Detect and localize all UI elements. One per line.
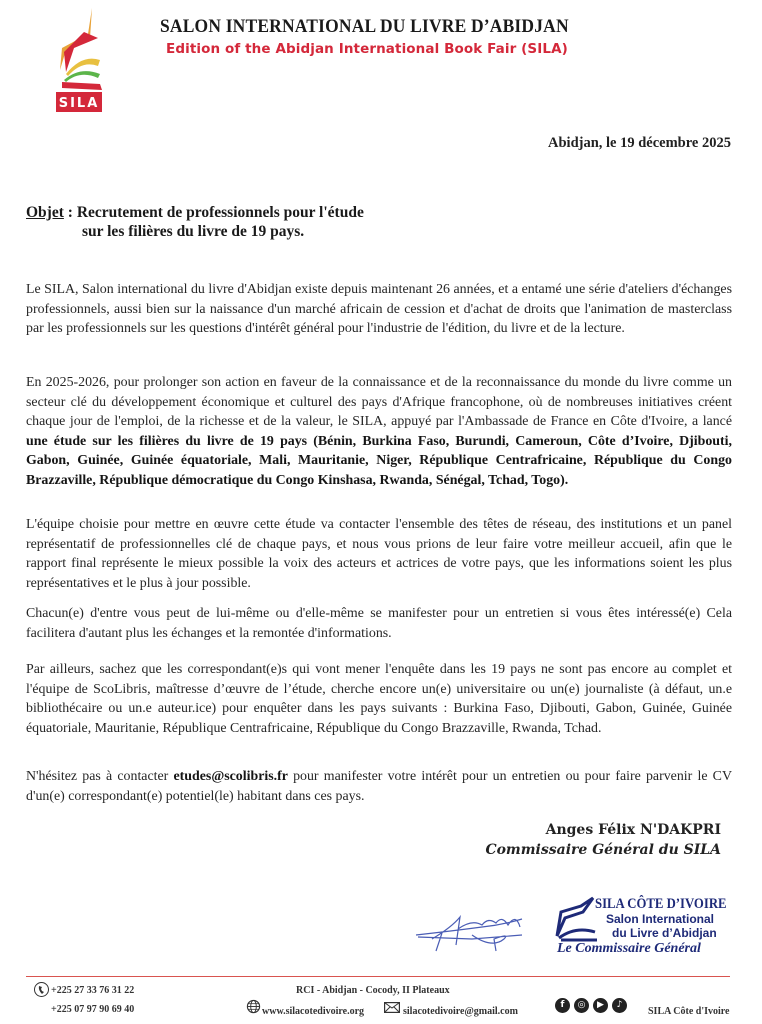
- date-line: Abidjan, le 19 décembre 2025: [548, 135, 731, 151]
- paragraph-contact-text-end: pour manifester votre intérêt pour un entretien ou pour faire parvenir le CV d'un(e) correspondant(e) potentiel(le) habitant dans ces pays.: [26, 769, 732, 804]
- youtube-icon[interactable]: ▶: [593, 998, 608, 1013]
- header-title: SALON INTERNATIONAL DU LIVRE D’ABIDJAN: [160, 16, 569, 37]
- handwritten-signature: [412, 905, 532, 960]
- paragraph-contact-text: N'hésitez pas à contacter: [26, 769, 174, 784]
- paragraph-intro: Le SILA, Salon international du livre d'Abidjan existe depuis maintenant 26 années, et a entamé une série d'ateliers d'échanges professionnels, aussi bien sur la naissance d'un marché africain de cession et d'achat de droits que l'animation de masterclass par les professionnels sur les questions d'intérêt général pour l'industrie de l'édition, du livre et de la lecture.: [26, 282, 732, 336]
- footer-phone-1[interactable]: +225 27 33 76 31 22: [51, 985, 135, 996]
- sila-logo: [52, 4, 102, 114]
- header-subtitle: Edition of the Abidjan International Book Fair (SILA): [166, 41, 568, 57]
- paragraph-team: L'équipe choisie pour mettre en œuvre cette étude va contacter l'ensemble des têtes de réseau, des institutions et un panel représentatif de professionnelles clé de chaque pays, et nous vous prions de leur faire votre meilleur accueil, afin que le rapport final représente le mieux possible la voix des acteurs et actrices de votre pays, que les informations soient les plus représentatives et le plus à jour possible.: [26, 517, 732, 591]
- footer-website-link[interactable]: www.silacotedivoire.org: [262, 1006, 365, 1017]
- mail-icon: [384, 1002, 400, 1013]
- paragraph-correspondents: Par ailleurs, sachez que les correspondant(e)s qui vont mener l'enquête dans les 19 pays ne sont pas encore au complet et l'équipe de ScoLibris, maîtresse d’œuvre de l’étude, cherche encore un(e) universitaire ou un(e) journaliste (à défaut, un.e bibliothécaire ou un.e auteur.ice) pour enquêter dans les pays suivants : Burkina Faso, Djibouti, Gabon, Guinée, Guinée équatoriale, Mauritanie, République Centrafricaine, République du Congo Brazzaville, Rwanda, Tchad.: [26, 662, 732, 736]
- globe-icon: [246, 999, 261, 1014]
- contact-email-link[interactable]: etudes@scolibris.fr: [173, 769, 288, 784]
- facebook-icon[interactable]: f: [555, 998, 570, 1013]
- subject-label: Objet: [26, 204, 64, 221]
- subject-text-line2: sur les filières du livre de 19 pays.: [82, 223, 305, 240]
- stamp-line3: du Livre d’Abidjan: [612, 926, 717, 940]
- footer-phone-2[interactable]: +225 07 97 90 69 40: [51, 1004, 135, 1015]
- phone-icon: [34, 982, 49, 997]
- signatory-role: Commissaire Général du SILA: [485, 842, 721, 858]
- footer-social-handle: SILA Côte d'Ivoire: [648, 1006, 730, 1017]
- svg-text:SILA: SILA: [58, 96, 100, 111]
- stamp-line2: Salon International: [606, 912, 715, 926]
- instagram-icon[interactable]: ◎: [574, 998, 589, 1013]
- subject-text-line1: Recrutement de professionnels pour l'étude: [76, 204, 364, 221]
- signatory-name: Anges Félix N'DAKPRI: [545, 822, 721, 838]
- stamp-title: SILA CÔTE D’IVOIRE: [595, 896, 727, 912]
- paragraph-interview: Chacun(e) d'entre vous peut de lui-même ou d'elle-même se manifester pour un entretien si vous êtes intéressé(e) Cela facilitera d'autant plus les échanges et la remontée d'informations.: [26, 606, 732, 641]
- stamp-role: Le Commissaire Général: [557, 941, 701, 956]
- subject-line: [26, 203, 364, 223]
- footer-address: RCI - Abidjan - Cocody, II Plateaux: [296, 985, 450, 996]
- footer-email-link[interactable]: silacotedivoire@gmail.com: [403, 1006, 518, 1017]
- footer-divider: [26, 976, 730, 977]
- paragraph-study-text: En 2025-2026, pour prolonger son action en faveur de la connaissance et de la reconnaissance du monde du livre comme un secteur clé du développement économique et culturel des pays d'Afrique francophone, où de nombreuses initiatives créent chaque jour de l'emploi, de la richesse et de la valeur, le SILA, appuyé par l'Ambassade de France en Côte d'Ivoire, a lancé: [26, 375, 732, 429]
- subject-separator: :: [63, 204, 77, 221]
- paragraph-study-countries: une étude sur les filières du livre de 19 pays (Bénin, Burkina Faso, Burundi, Cameroun, Côte d’Ivoire, Djibouti, Gabon, Guinée, Guinée équatoriale, Mali, Mauritanie, Niger, République Centrafricaine, République du Congo Brazzaville, République démocratique du Congo Kinshasa, Rwanda, Sénégal, Tchad, Togo).: [26, 433, 732, 488]
- paragraph-study: [26, 373, 732, 490]
- paragraph-contact: [26, 767, 732, 806]
- stamp-book-icon: [553, 896, 597, 942]
- tiktok-icon[interactable]: ♪: [612, 998, 627, 1013]
